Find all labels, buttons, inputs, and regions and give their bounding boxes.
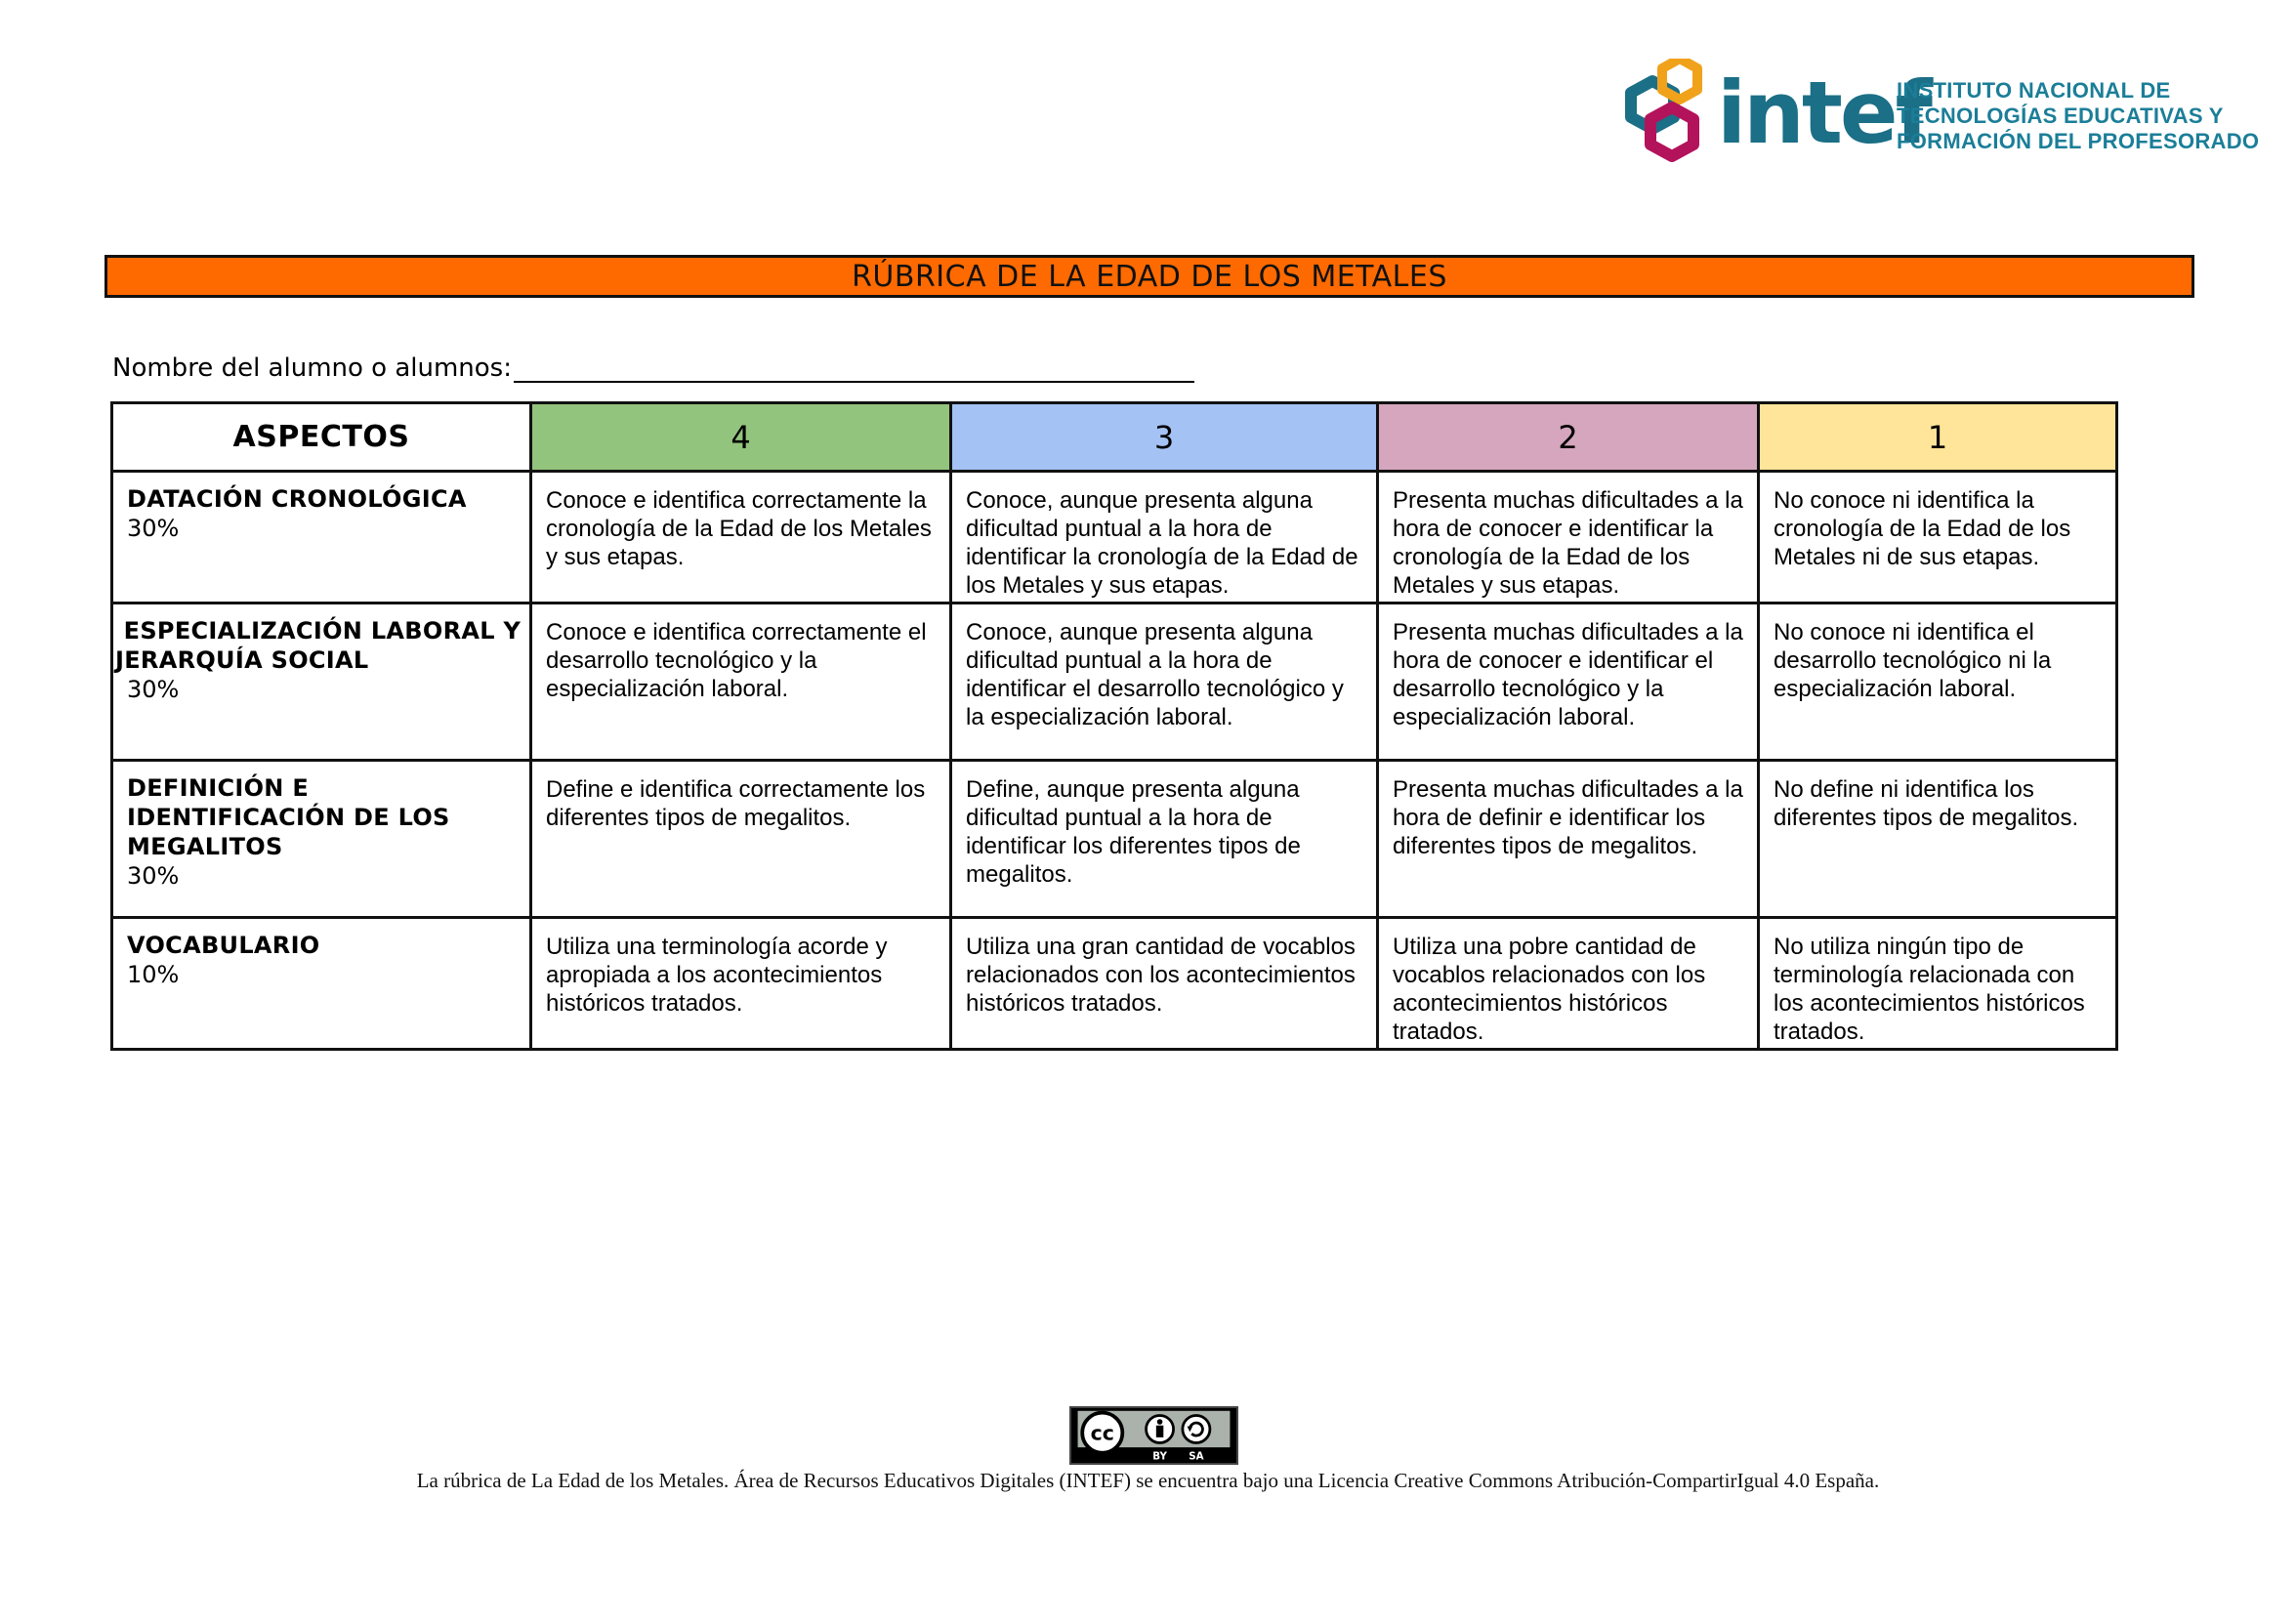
aspect-weight: 30% [127, 515, 180, 542]
header-level-1: 1 [1759, 403, 2117, 472]
level-2-cell: Presenta muchas dificultades a la hora de definir e identificar los diferentes tipos de megalitos. [1378, 761, 1759, 918]
student-name-field[interactable] [514, 354, 1194, 383]
student-name-label: Nombre del alumno o alumnos: [112, 354, 512, 383]
license-footer: La rúbrica de La Edad de los Metales. Área de Recursos Educativos Digitales (INTEF) se encuentra bajo una Licencia Creative Commons Atribución-CompartirIgual 4.0 España. [416, 1469, 1880, 1492]
svg-text:cc: cc [1090, 1421, 1114, 1445]
level-4-cell: Utiliza una terminología acorde y apropiada a los acontecimientos históricos tratados. [531, 918, 951, 1050]
svg-text:BY: BY [1152, 1450, 1167, 1463]
level-2-cell: Presenta muchas dificultades a la hora de conocer e identificar la cronología de la Edad de los Metales y sus etapas. [1378, 472, 1759, 603]
creative-commons-badge-icon[interactable] [1069, 1406, 1238, 1465]
aspect-cell [112, 472, 531, 603]
institution-name: INSTITUTO NACIONAL DE TECNOLOGÍAS EDUCATIVAS Y FORMACIÓN DEL PROFESORADO [1897, 78, 2260, 153]
header-aspects: ASPECTOS [112, 403, 531, 472]
level-4-cell: Define e identifica correctamente los diferentes tipos de megalitos. [531, 761, 951, 918]
student-name-row [112, 354, 1194, 383]
level-3-cell: Conoce, aunque presenta alguna dificultad puntual a la hora de identificar la cronología de la Edad de los Metales y sus etapas. [951, 472, 1378, 603]
level-3-cell: Conoce, aunque presenta alguna dificultad puntual a la hora de identificar el desarrollo tecnológico y la especialización laboral. [951, 603, 1378, 761]
level-2-cell: Presenta muchas dificultades a la hora de conocer e identificar el desarrollo tecnológico y la especialización laboral. [1378, 603, 1759, 761]
table-row [112, 918, 2117, 1050]
aspect-name: DEFINICIÓN E IDENTIFICACIÓN DE LOS MEGALITOS [127, 774, 450, 860]
intef-wordmark: intef [1717, 62, 1930, 163]
level-4-cell: Conoce e identifica correctamente el desarrollo tecnológico y la especialización laboral. [531, 603, 951, 761]
svg-text:SA: SA [1189, 1450, 1204, 1463]
aspect-weight: 30% [127, 862, 180, 890]
aspect-name: DATACIÓN CRONOLÓGICA [127, 485, 467, 513]
header-level-2: 2 [1378, 403, 1759, 472]
level-1-cell: No define ni identifica los diferentes tipos de megalitos. [1759, 761, 2117, 918]
aspect-cell [112, 918, 531, 1050]
table-row [112, 761, 2117, 918]
level-3-cell: Utiliza una gran cantidad de vocablos relacionados con los acontecimientos históricos tratados. [951, 918, 1378, 1050]
table-row [112, 603, 2117, 761]
level-1-cell: No conoce ni identifica la cronología de la Edad de los Metales ni de sus etapas. [1759, 472, 2117, 603]
header-level-3: 3 [951, 403, 1378, 472]
level-3-cell: Define, aunque presenta alguna dificultad puntual a la hora de identificar los diferentes tipos de megalitos. [951, 761, 1378, 918]
aspect-name: ESPECIALIZACIÓN LABORAL Y JERARQUÍA SOCIAL [115, 617, 529, 674]
sa-share-alike-icon [1183, 1415, 1210, 1442]
header-level-4: 4 [531, 403, 951, 472]
intef-hexagon-logo-icon [1592, 59, 1719, 176]
aspect-weight: 10% [127, 961, 180, 988]
rubric-table [110, 401, 2118, 1051]
intef-logo [1592, 59, 2260, 176]
page-title: RÚBRICA DE LA EDAD DE LOS METALES [104, 255, 2194, 298]
level-1-cell: No conoce ni identifica el desarrollo tecnológico ni la especialización laboral. [1759, 603, 2117, 761]
header-row [112, 403, 2117, 472]
aspect-cell [112, 761, 531, 918]
level-4-cell: Conoce e identifica correctamente la cronología de la Edad de los Metales y sus etapas. [531, 472, 951, 603]
level-1-cell: No utiliza ningún tipo de terminología relacionada con los acontecimientos históricos tratados. [1759, 918, 2117, 1050]
aspect-name: VOCABULARIO [127, 932, 320, 959]
table-row [112, 472, 2117, 603]
level-2-cell: Utiliza una pobre cantidad de vocablos relacionados con los acontecimientos históricos tratados. [1378, 918, 1759, 1050]
aspect-weight: 30% [127, 676, 180, 703]
aspect-cell [112, 603, 531, 761]
